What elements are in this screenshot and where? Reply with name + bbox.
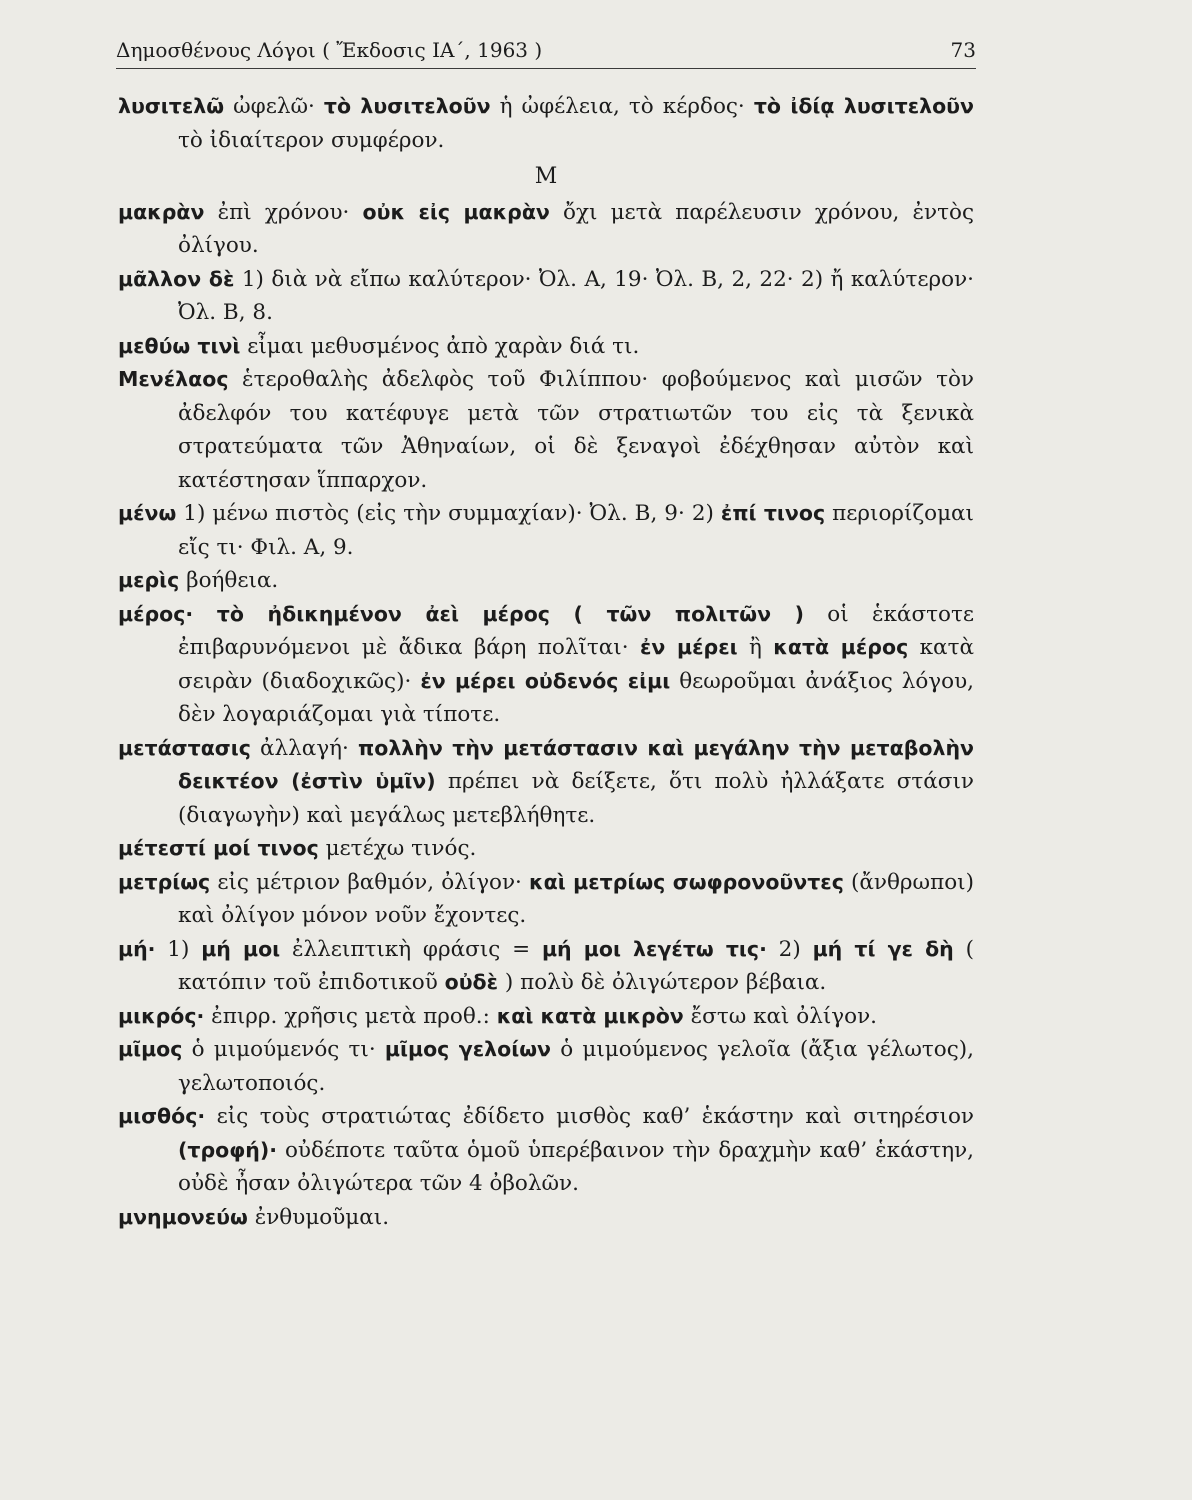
entry-term: καὶ κατὰ μικρὸν [496,1003,684,1028]
entry-term: μῖμος γελοίων [384,1037,552,1061]
entry-term: μετρίως [118,869,211,894]
entry-text: 1) [155,936,202,962]
entry-term: μέτεστί μοί τινος [118,836,319,860]
entry-term: μετάστασις [118,735,251,760]
entry-term: καὶ μετρίως σωφρονοῦντες [529,869,844,894]
entry-text: ἐλλειπτικὴ φράσις = [280,936,542,962]
dictionary-entry [118,363,974,497]
entry-term: κατὰ μέρος [773,635,909,659]
entry-term: μνημονεύω [118,1204,248,1229]
entry-text: εἶμαι μεθυσμένος ἀπὸ χαρὰν διά τι. [240,333,640,359]
entry-text: οἱ ἑκάστοτε ἐπιβαρυνόμενοι μὲ ἄδικα βάρη πολῖται· [178,601,974,660]
entry-text: εἰς μέτριον βαθμόν, ὀλίγον· [210,869,530,895]
dictionary-entry [118,866,974,933]
entry-text: ἡ ὠφέλεια, τὸ κέρδος· [490,94,754,119]
section-letter: Μ [534,164,558,189]
dictionary-entry [118,1201,974,1235]
page-number: 73 [950,38,976,62]
dictionary-entry [118,90,974,157]
dictionary-entry [118,732,974,833]
dictionary-entry [118,1033,974,1100]
entry-term: Μενέλαος [118,367,229,391]
entries-section [118,196,974,1235]
entry-text: ὁ μιμούμενός τι· [182,1037,385,1062]
entry-term: μέρος· τὸ ἠδικημένον ἀεὶ μέρος ( τῶν πολιτῶν ) [118,601,805,626]
entry-term: μή μοι λεγέτω τις· [541,936,767,961]
entry-text: εἰς τοὺς στρατιώτας ἐδίδετο μισθὸς καθ’ ἑκάστην καὶ σιτηρέσιον [205,1104,974,1129]
entry-term: πολλὴν τὴν μετάστασιν καὶ μεγάλην τὴν μεταβολὴν δεικτέον (ἐστὶν ὑμῖν) [178,735,975,793]
entry-text: πρέπει νὰ δείξετε, ὅτι πολὺ ἠλλάξατε στάσιν (διαγωγὴν) καὶ μεγάλως μετεβλήθητε. [178,769,974,828]
entry-term: (τροφή)· [178,1137,277,1162]
entry-text: κατὰ σειρὰν (διαδοχικῶς)· [178,635,974,694]
dictionary-entry [118,497,974,564]
running-title: Δημοσθένους Λόγοι ( Ἔκδοσις ΙΑ΄, 1963 ) [116,38,543,62]
entry-term: οὐδὲ [444,970,499,994]
entry-text: ἑτεροθαλὴς ἀδελφὸς τοῦ Φιλίππου· φοβούμενος καὶ μισῶν τὸν ἀδελφόν του κατέφυγε μετὰ τῶν στρατιωτῶν του εἰς τὰ ξενικὰ στρατεύματα τῶν Ἀθηναίων, οἱ δὲ ξεναγοὶ ἐδέχθησαν αὐτὸν καὶ κατέστησαν ἵππαρχον. [178,367,974,493]
entry-term: μερὶς [118,568,180,592]
entry-text: ἀλλαγή· [250,735,359,761]
page-body [118,90,974,1234]
entry-text: 2) [766,936,813,962]
dictionary-entry [118,564,974,598]
dictionary-entry [118,1000,974,1034]
entry-term: μακρὰν [118,199,205,224]
entry-text: ὁ μιμούμενος γελοῖα (ἄξια γέλωτος), γελωτοποιός. [178,1037,975,1096]
entry-text: ( κατόπιν τοῦ ἐπιδοτικοῦ [178,936,974,995]
entry-text: περιορίζομαι εἴς τι· Φιλ. Α, 9. [178,501,974,560]
entry-text: 1) διὰ νὰ εἴπω καλύτερον· Ὀλ. Α, 19· Ὀλ. Β, 2, 22· 2) ἤ καλύτερον· Ὀλ. Β, 8. [178,266,974,325]
entries-before-section [118,90,974,157]
entry-text: (ἄνθρωποι) καὶ ὀλίγον μόνον νοῦν ἔχοντες. [178,869,974,928]
entry-text: ὠφελῶ· [224,94,324,119]
entry-text: ἢ [737,635,774,660]
entry-text: βοήθεια. [179,568,279,593]
entry-term: οὐκ εἰς μακρὰν [362,199,550,224]
entry-term: μᾶλλον δὲ [118,266,235,291]
entry-text: ἐνθυμοῦμαι. [247,1204,390,1230]
entry-text: τὸ ἰδιαίτερον συμφέρον. [178,127,445,153]
entry-text: ἔστω καὶ ὀλίγον. [683,1003,878,1029]
dictionary-entry [118,933,974,1000]
entry-term: μῖμος [118,1037,183,1061]
dictionary-entry [118,196,974,263]
running-header [116,38,976,69]
entry-term: μένω [118,501,177,525]
entry-text: οὐδέποτε ταῦτα ὁμοῦ ὑπερέβαινον τὴν δραχμὴν καθ’ ἑκάστην, οὐδὲ ἦσαν ὀλιγώτερα τῶν 4 ὀβολῶν. [178,1137,974,1196]
dictionary-entry [118,1100,974,1201]
entry-term: ἐπί τινος [720,501,826,525]
entry-text: ἐπιρρ. χρῆσις μετὰ προθ.: [204,1003,497,1029]
entry-term: μικρός· [118,1003,205,1028]
dictionary-entry [118,330,974,364]
dictionary-entry [118,598,974,732]
entry-term: ἐν μέρει οὐδενός εἰμι [420,668,671,693]
entry-text: 1) μένω πιστὸς (εἰς τὴν συμμαχίαν)· Ὀλ. Β, 9· 2) [176,501,721,526]
entry-text: ὄχι μετὰ παρέλευσιν χρόνου, ἐντὸς ὀλίγου. [178,199,974,258]
entry-term: τὸ λυσιτελοῦν [323,94,491,118]
entry-term: τὸ ἰδίᾳ λυσιτελοῦν [753,94,974,118]
dictionary-entry [118,832,974,866]
dictionary-entry [118,263,974,330]
entry-term: μή τί γε δὴ [812,936,954,961]
entry-term: μή μοι [201,936,281,961]
entry-term: μισθός· [118,1104,206,1128]
entry-text: ) πολὺ δὲ ὀλιγώτερον βέβαια. [498,970,827,995]
entry-text: ἐπὶ χρόνου· [204,199,363,225]
entry-term: μή· [118,936,156,961]
entry-term: μεθύω τινὶ [118,333,241,358]
entry-term: ἐν μέρει [639,635,738,659]
entry-text: θεωροῦμαι ἀνάξιος λόγου, δὲν λογαριάζομαι γιὰ τίποτε. [178,668,974,727]
entry-text: μετέχω τινός. [318,836,477,861]
entry-term: λυσιτελῶ [118,94,225,118]
